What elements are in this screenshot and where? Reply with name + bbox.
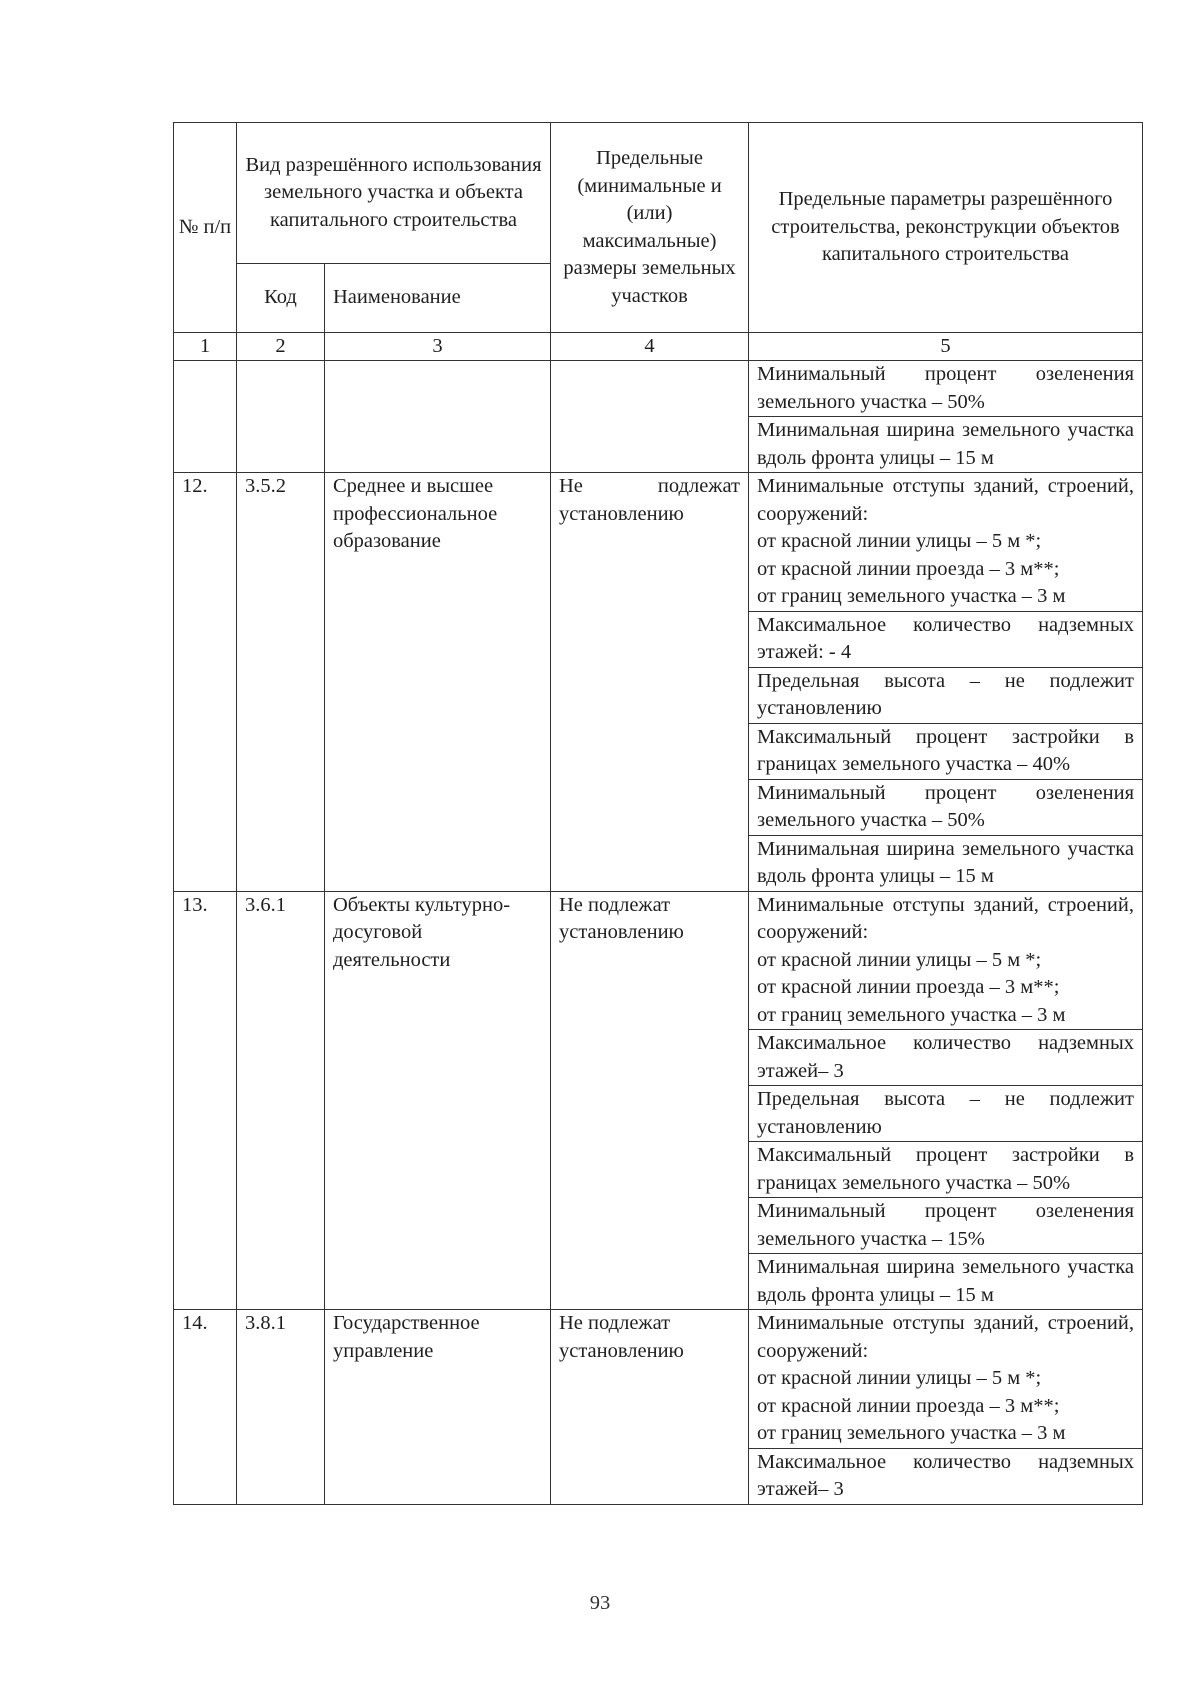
header-name: Наименование	[325, 264, 551, 333]
row-name: Объекты культурно-досуговой деятельности	[325, 891, 551, 1310]
column-number: 1	[174, 333, 237, 361]
header-num: № п/п	[174, 123, 237, 333]
column-number: 3	[325, 333, 551, 361]
row-name: Государственное управление	[325, 1310, 551, 1505]
param-item: Максимальное количество надземных этажей– 3	[749, 1030, 1142, 1086]
land-use-table	[173, 122, 1143, 1505]
header-params: Предельные параметры разрешённого строительства, реконструкции объектов капитального строительства	[749, 123, 1143, 333]
column-number: 2	[237, 333, 325, 361]
param-item: от красной линии проезда – 3 м**;	[757, 1394, 1060, 1417]
param-item: Предельная высота – не подлежит установлению	[749, 668, 1142, 724]
header-kind: Вид разрешённого использования земельного участка и объекта капитального строительства	[237, 123, 551, 264]
table-row	[174, 891, 1143, 1310]
param-item: Максимальное количество надземных этажей: - 4	[749, 612, 1142, 668]
row-code: 3.5.2	[237, 473, 325, 892]
param-item: от красной линии проезда – 3 м**;	[757, 557, 1060, 580]
param-item: Максимальный процент застройки в границах земельного участка – 40%	[749, 724, 1142, 780]
param-item: от границ земельного участка – 3 м	[757, 585, 1066, 607]
param-item: Минимальные отступы зданий, строений, сооружений:	[757, 475, 1134, 525]
param-item: от красной линии проезда – 3 м**;	[757, 976, 1060, 998]
param-item: от красной линии улицы – 5 м *;	[757, 948, 1042, 971]
param-item: Минимальный процент озеленения земельного участка – 15%	[749, 1198, 1142, 1254]
param-item: Минимальная ширина земельного участка вдоль фронта улицы – 15 м	[757, 837, 1134, 887]
column-number: 4	[551, 333, 749, 361]
row-sizes: Не подлежат установлению	[551, 891, 749, 1310]
param-item: от красной линии улицы – 5 м *;	[757, 1367, 1042, 1389]
header-sizes: Предельные (минимальные и (или) максимальные) размеры земельных участков	[551, 123, 749, 333]
row-sizes: Не подлежат установлению	[551, 473, 749, 892]
table-row-continuation	[174, 361, 1143, 473]
param-item: от границ земельного участка – 3 м	[757, 1422, 1066, 1444]
table-row	[174, 473, 1143, 892]
param-item: от красной линии улицы – 5 м *;	[757, 530, 1042, 552]
param-item: Максимальное количество надземных этажей– 3	[757, 1450, 1134, 1500]
page-number: 93	[589, 1592, 611, 1614]
param-item: Минимальный процент озеленения земельного участка – 50%	[749, 361, 1142, 417]
param-item: Предельная высота – не подлежит установлению	[749, 1086, 1142, 1142]
row-sizes: Не подлежат установлению	[551, 1310, 749, 1505]
row-name: Среднее и высшее профессиональное образование	[325, 473, 551, 892]
column-number: 5	[749, 333, 1143, 361]
param-item: Минимальные отступы зданий, строений, сооружений:	[757, 1312, 1134, 1362]
row-number: 12.	[174, 473, 237, 892]
param-item: Максимальный процент застройки в границах земельного участка – 50%	[749, 1142, 1142, 1198]
row-code: 3.8.1	[237, 1310, 325, 1505]
row-number: 14.	[174, 1310, 237, 1505]
table-row	[174, 1310, 1143, 1505]
header-code: Код	[237, 264, 325, 333]
param-item: от границ земельного участка – 3 м	[757, 1003, 1066, 1026]
param-item: Минимальные отступы зданий, строений, сооружений:	[757, 893, 1134, 943]
param-item: Минимальная ширина земельного участка вдоль фронта улицы – 15 м	[757, 419, 1134, 469]
param-item: Минимальный процент озеленения земельного участка – 50%	[749, 780, 1142, 836]
param-item: Минимальная ширина земельного участка вдоль фронта улицы – 15 м	[757, 1256, 1134, 1306]
row-code: 3.6.1	[237, 891, 325, 1310]
row-number: 13.	[174, 891, 237, 1310]
